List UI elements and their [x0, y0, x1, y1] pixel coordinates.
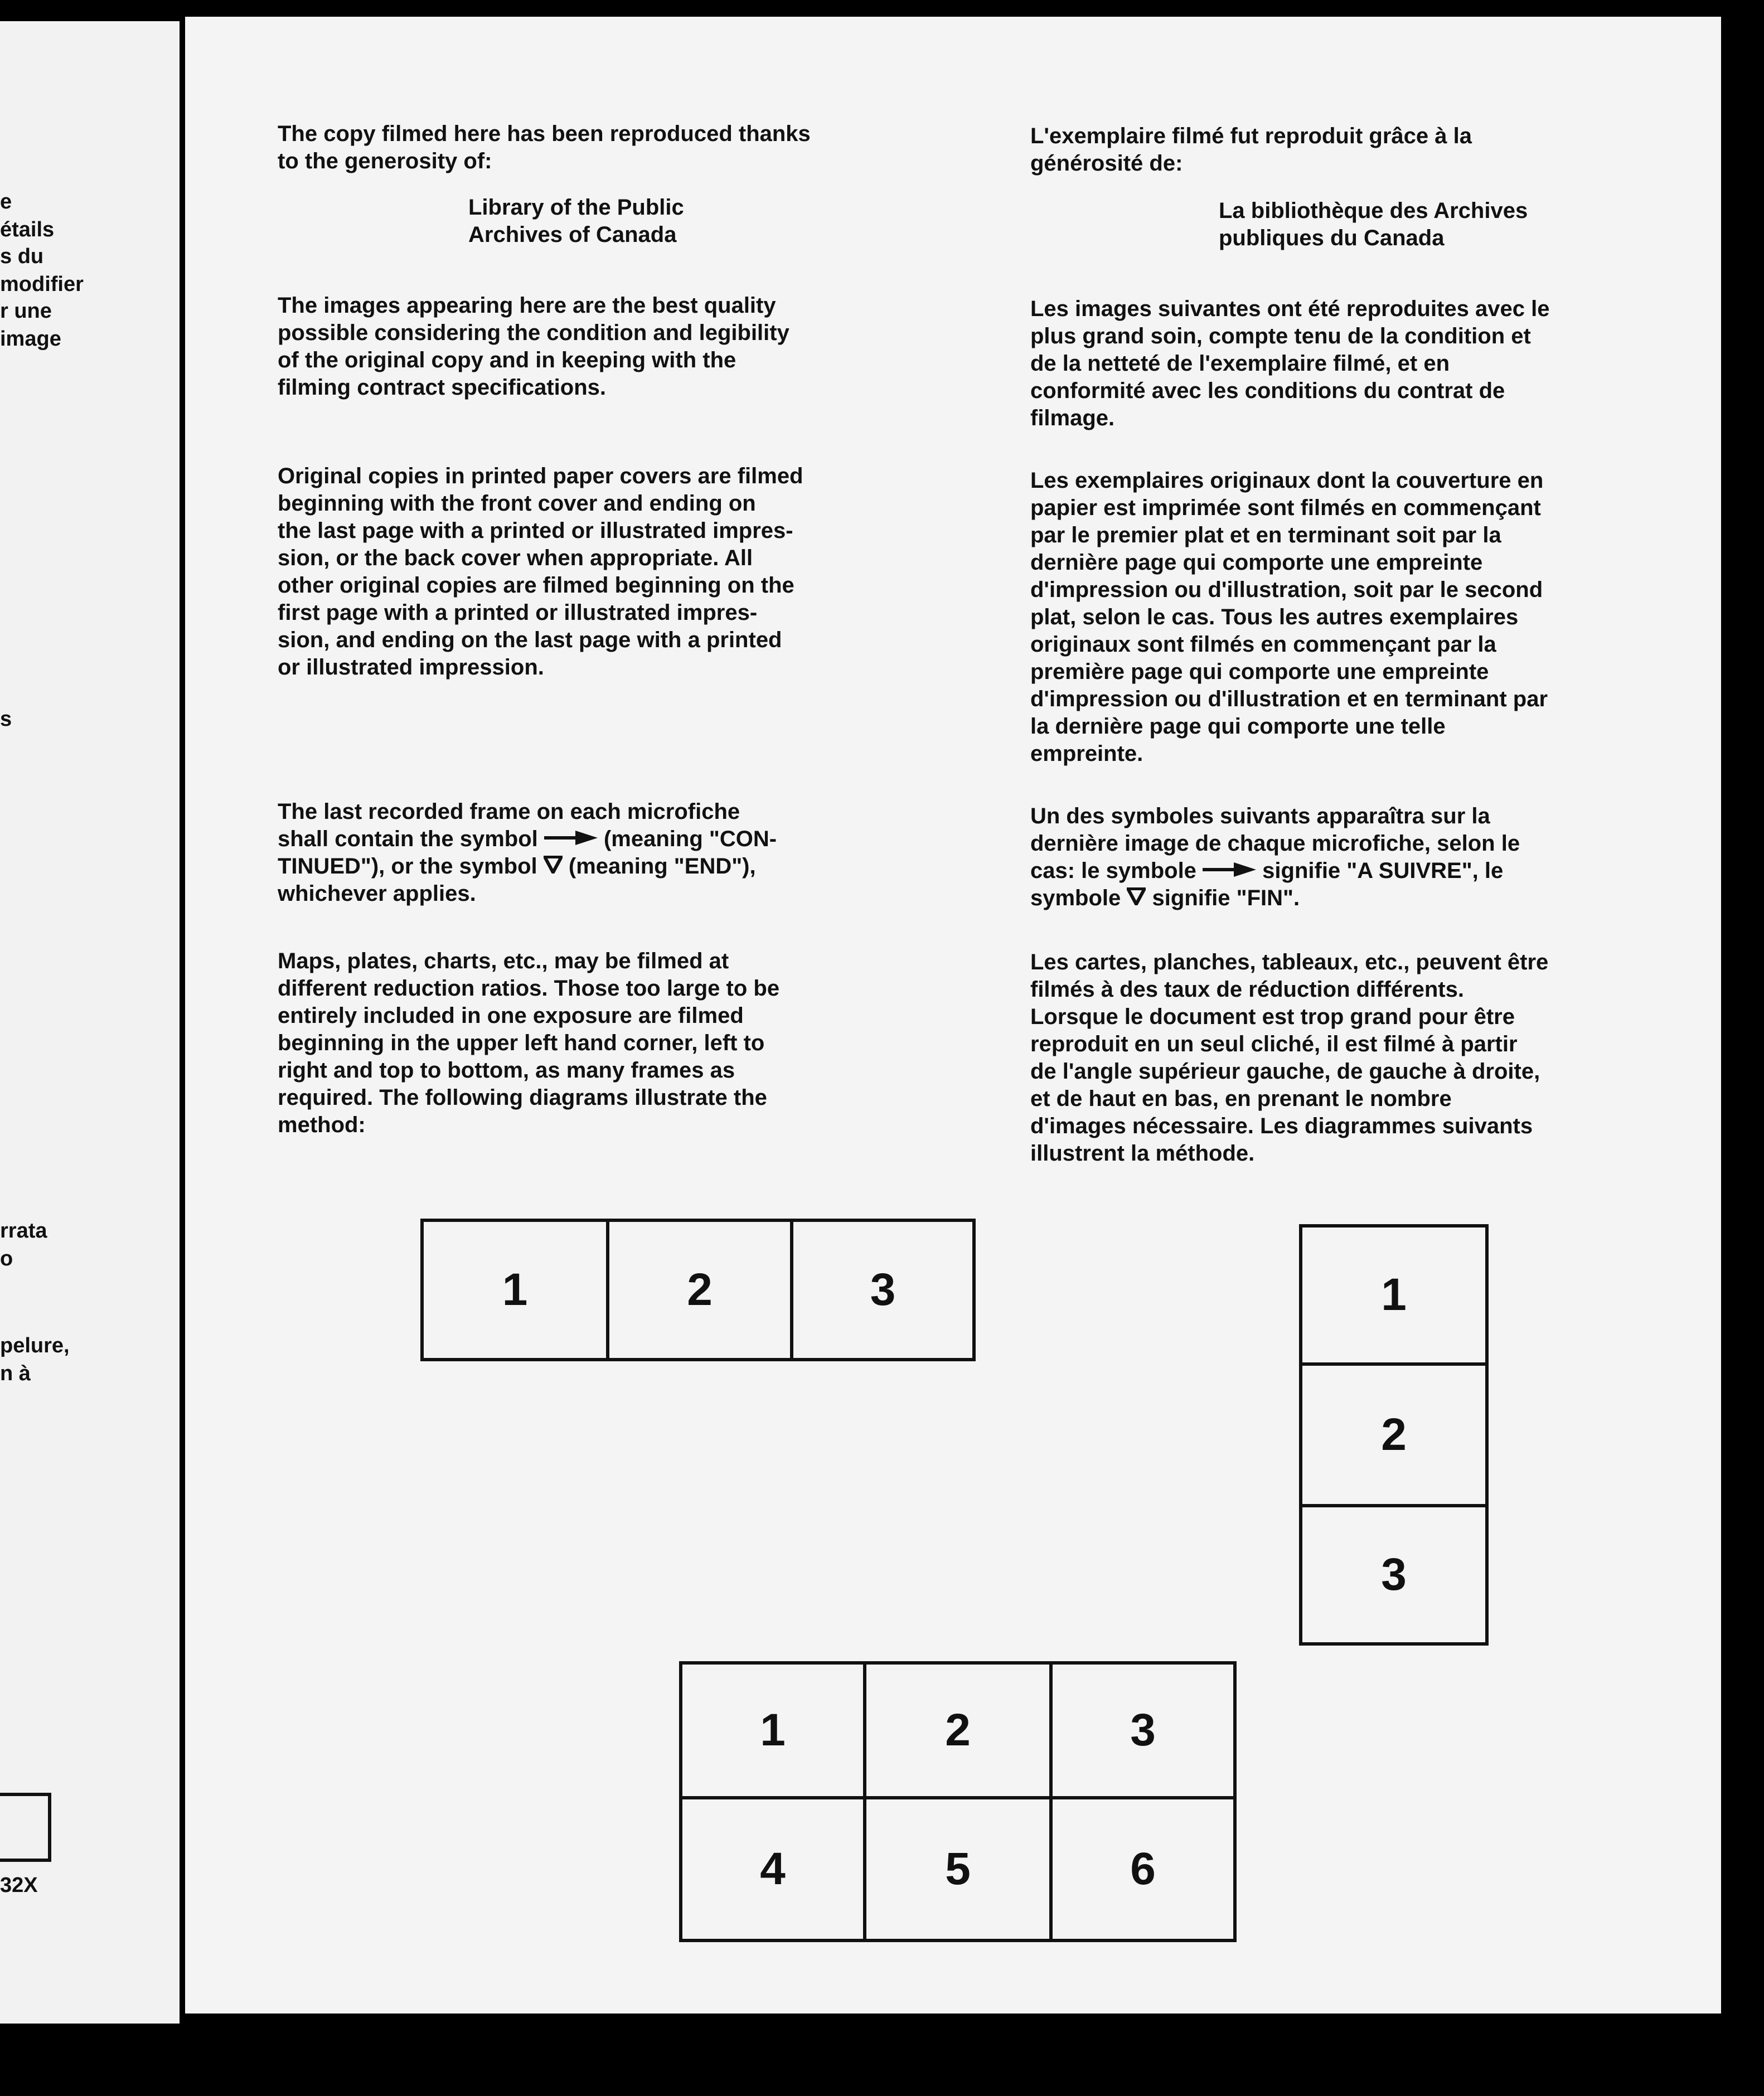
- fragment-text: n à: [0, 1362, 31, 1385]
- fragment-text: s: [0, 707, 12, 731]
- triangle-end-icon: [544, 856, 563, 874]
- diagram-frame: 2: [606, 1219, 793, 1361]
- fragment-text: rrata: [0, 1219, 47, 1243]
- diagram-frame: 3: [1049, 1661, 1237, 1799]
- fragment-text: image: [0, 327, 61, 351]
- diagram-frame: 3: [790, 1219, 976, 1361]
- english-symbols-paragraph: The last recorded frame on each microfiche shall contain the symbol (meaning "CON- TINUED"), or the symbol (meaning "END"), whichever applies.: [278, 799, 777, 906]
- diagram-frame: 3: [1299, 1504, 1489, 1646]
- french-maps-paragraph: Les cartes, planches, tableaux, etc., peuvent être filmés à des taux de réduction différents. Lorsque le document est trop grand pour être reproduit en un seul cliché, il est filmé à partir de l'angle supérieur gauche, de gauche à droite, et de haut en bas, en prenant le nombre d'images nécessaire. Les diagrammes suivants illustrent la méthode.: [1030, 950, 1549, 1166]
- arrow-continued-icon: [1203, 861, 1256, 878]
- english-quality-paragraph: The images appearing here are the best quality possible considering the condition and legibility of the original copy and in keeping with the filming contract specifications.: [278, 293, 789, 400]
- diagram-frame: 1: [1299, 1224, 1489, 1366]
- french-covers-paragraph: Les exemplaires originaux dont la couverture en papier est imprimée sont filmés en commençant par le premier plat et en terminant soit par la dernière page qui comporte une empreinte d'impression ou d'illustration, soit par le second plat, selon le cas. Tous les autres exemplaires originaux sont filmés en commençant par la première page qui comporte une empreinte d'impression ou d'illustration et en terminant par la dernière page qui comporte une telle empreinte.: [1030, 468, 1548, 766]
- fragment-text: e: [0, 190, 12, 214]
- triangle-end-icon: [1127, 887, 1146, 905]
- english-library-name: Library of the Public Archives of Canada: [468, 195, 684, 247]
- french-credit-intro: L'exemplaire filmé fut reproduit grâce à la générosité de:: [1030, 124, 1472, 176]
- diagram-frame: 1: [679, 1661, 866, 1799]
- fragment-text: 32X: [0, 1874, 38, 1897]
- french-symbols-paragraph: Un des symboles suivants apparaîtra sur la dernière image de chaque microfiche, selon le cas: le symbole signifie "A SUIVRE", le symbole signifie "FIN".: [1030, 804, 1520, 910]
- fragment-text: modifier: [0, 273, 84, 296]
- diagram-frame: 5: [863, 1796, 1053, 1942]
- fragment-text: étails: [0, 218, 55, 241]
- fragment-text: r une: [0, 299, 52, 323]
- diagram-frame: 1: [420, 1219, 609, 1361]
- diagram-frame: 4: [679, 1796, 866, 1942]
- french-library-name: La bibliothèque des Archives publiques du Canada: [1219, 198, 1528, 250]
- french-quality-paragraph: Les images suivantes ont été reproduites avec le plus grand soin, compte tenu de la condition et de la netteté de l'exemplaire filmé, et en conformité avec les conditions du contrat de filmage.: [1030, 297, 1550, 430]
- fragment-text: pelure,: [0, 1334, 70, 1357]
- fragment-text: o: [0, 1247, 13, 1270]
- diagram-frame: 2: [1299, 1362, 1489, 1507]
- fragment-box: [0, 1793, 51, 1862]
- fragment-text: s du: [0, 245, 44, 268]
- english-maps-paragraph: Maps, plates, charts, etc., may be filmed at different reduction ratios. Those too large to be entirely included in one exposure are filmed beginning in the upper left hand corner, left to right and top to bottom, as many frames as required. The following diagrams illustrate the method:: [278, 949, 780, 1137]
- english-covers-paragraph: Original copies in printed paper covers are filmed beginning with the front cover and ending on the last page with a printed or illustrated impres- sion, or the back cover when appropriate. All other original copies are filmed beginning on the first page with a printed or illustrated impres- sion, and ending on the last page with a printed or illustrated impression.: [278, 464, 803, 680]
- english-credit-intro: The copy filmed here has been reproduced thanks to the generosity of:: [278, 122, 811, 173]
- diagram-frame: 2: [863, 1661, 1053, 1799]
- diagram-frame: 6: [1049, 1796, 1237, 1942]
- arrow-continued-icon: [544, 829, 598, 846]
- previous-page-edge: [0, 21, 180, 2024]
